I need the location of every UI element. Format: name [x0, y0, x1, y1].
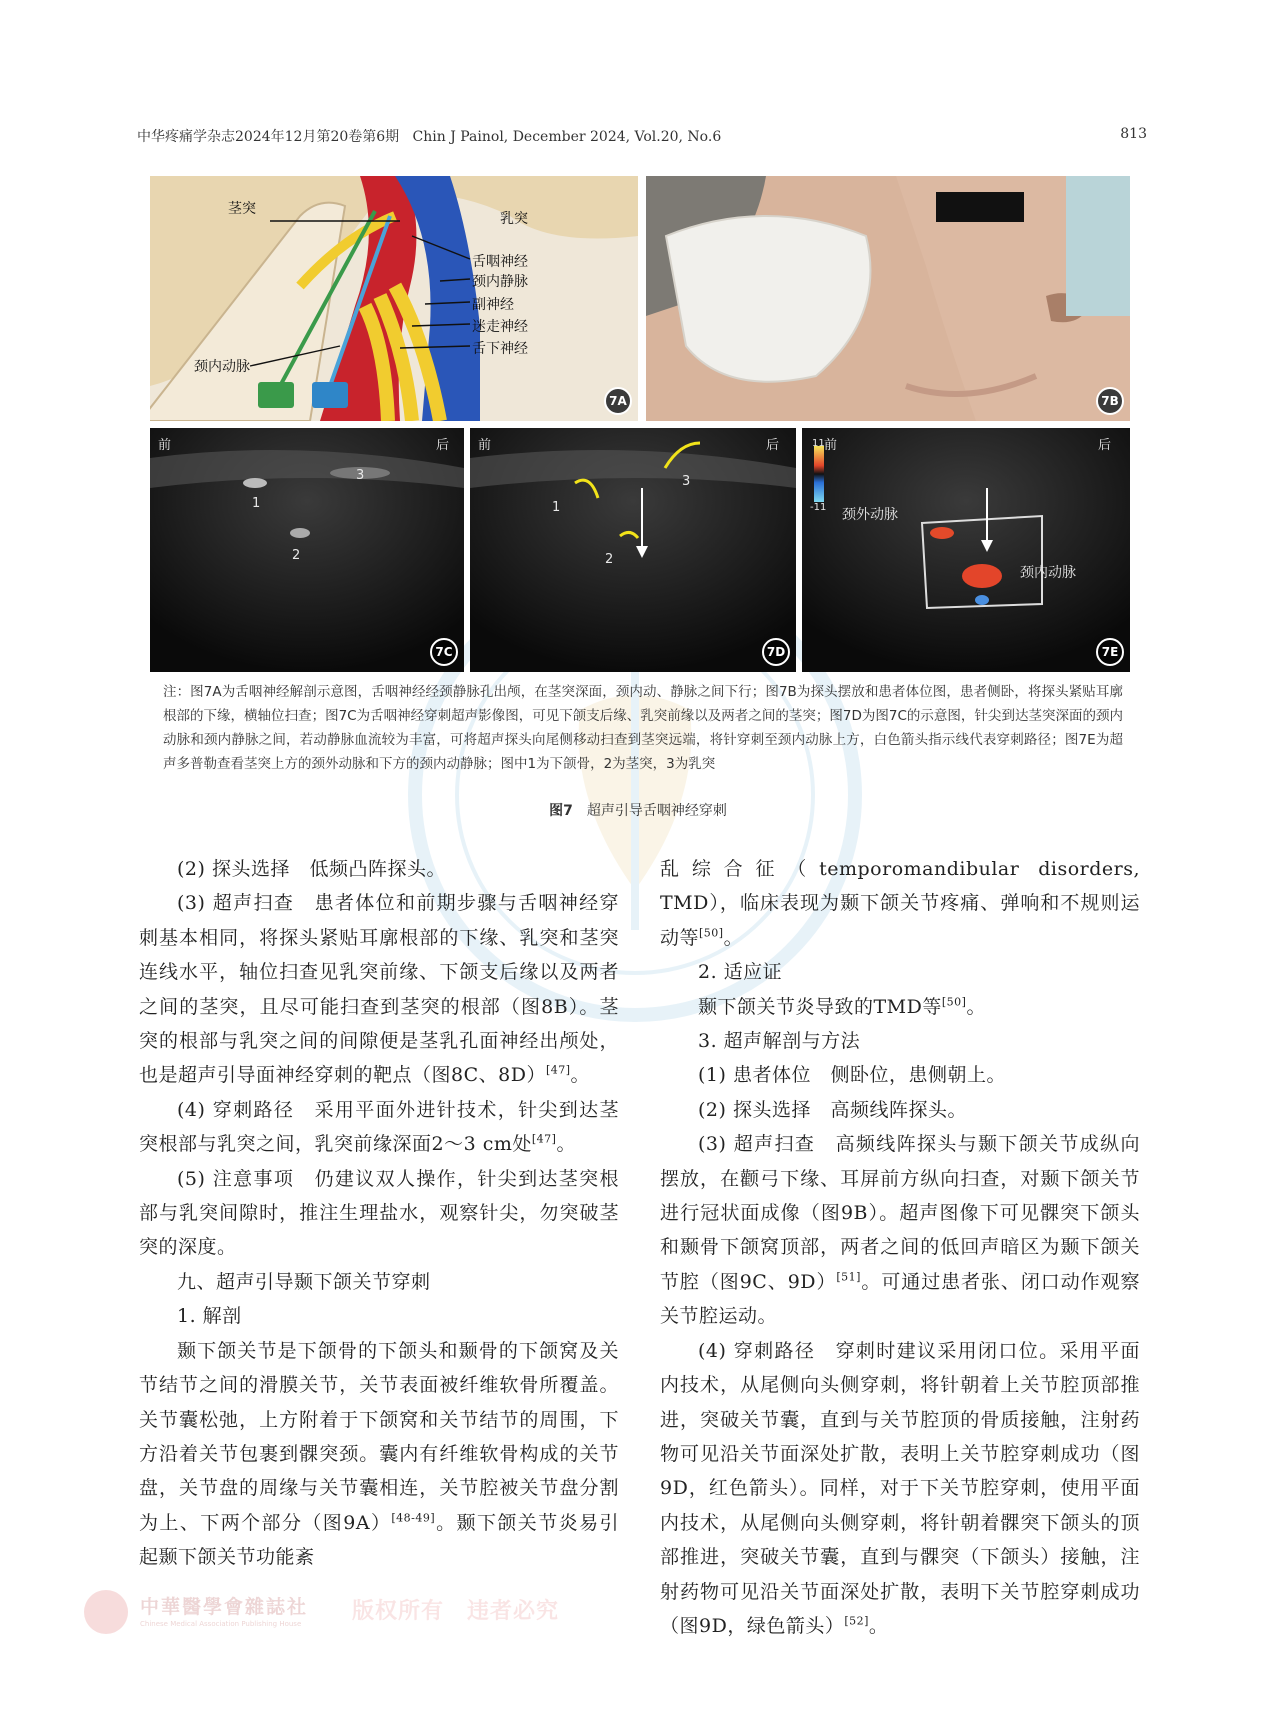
- label-anterior: 前: [478, 438, 492, 453]
- panel-label-7c: 7C: [430, 638, 458, 666]
- label-internal-carotid-artery: 颈内动脉: [194, 359, 250, 375]
- paragraph: (2) 探头选择 高频线阵探头。: [698, 1098, 967, 1121]
- label-3: 3: [356, 468, 365, 483]
- label-internal-jugular-vein: 颈内静脉: [472, 274, 528, 290]
- paragraph: (4) 穿刺路径 穿刺时建议采用闭口位。采用平面内技术，从尾侧向头侧穿刺，将针朝着上关节腔顶部推进，突破关节囊，直到与关节腔顶的骨质接触，注射药物可见沿关节面深处扩散，表明上关节腔穿刺成功（图9D，红色箭头）。同样，对于下关节腔穿刺，使用平面内技术，从尾侧向头侧穿刺，将针朝着髁突下颌头的顶部推进，突破关节囊，直到与髁突（下颌头）接触，注射药物可见沿关节面深处扩散，表明下关节腔穿刺成功（图9D，绿色箭头）[52]。: [660, 1339, 1140, 1637]
- scale-max: 11: [812, 438, 825, 449]
- panel-label-7a: 7A: [604, 387, 632, 415]
- publisher-seal-icon: [84, 1590, 128, 1634]
- section-heading: 九、超声引导颞下颌关节穿刺: [177, 1270, 431, 1293]
- panel-7d-ultrasound-schematic: [470, 428, 796, 672]
- patient-photo: [646, 176, 1130, 421]
- label-posterior: 后: [1098, 438, 1112, 453]
- label-posterior: 后: [766, 438, 780, 453]
- panel-label-7e: 7E: [1096, 638, 1124, 666]
- ultrasound-image: [150, 428, 464, 672]
- label-3: 3: [682, 474, 691, 489]
- column-left: [139, 852, 619, 1575]
- panel-7e-doppler: [802, 428, 1130, 672]
- figure-7: [150, 176, 1130, 672]
- label-1: 1: [552, 500, 561, 515]
- subsection-heading: 3. 超声解剖与方法: [698, 1030, 861, 1053]
- copyright-mark: 版权所有 违者必究: [352, 1598, 560, 1624]
- panel-label-7b: 7B: [1096, 387, 1124, 415]
- page-number: 813: [1120, 126, 1147, 142]
- label-accessory-nerve: 副神经: [472, 297, 514, 313]
- publisher-logo: [84, 1588, 564, 1638]
- label-hypoglossal-nerve: 舌下神经: [472, 341, 528, 357]
- figure-caption: [0, 800, 1276, 820]
- publisher-name-en: Chinese Medical Association Publishing House: [140, 1620, 302, 1628]
- label-1: 1: [252, 496, 261, 511]
- paragraph: (2) 探头选择 低频凸阵探头。: [177, 858, 446, 880]
- anatomy-illustration: [150, 176, 638, 421]
- label-vagus-nerve: 迷走神经: [472, 319, 528, 335]
- label-external-carotid: 颈外动脉: [842, 507, 898, 523]
- label-2: 2: [292, 548, 301, 563]
- paragraph: (1) 患者体位 侧卧位，患侧朝上。: [698, 1064, 1006, 1087]
- column-right: [660, 852, 1140, 1643]
- paragraph: (5) 注意事项 仍建议双人操作，针尖到达茎突根部与乳突间隙时，推注生理盐水，观察针尖，勿突破茎突的深度。: [139, 1167, 619, 1259]
- subsection-heading: 2. 适应证: [698, 961, 783, 984]
- panel-label-7d: 7D: [762, 638, 790, 666]
- paragraph: (4) 穿刺路径 采用平面外进针技术，针尖到达茎突根部与乳突之间，乳突前缘深面2～3 cm处[47]。: [139, 1098, 619, 1156]
- label-mastoid: 乳突: [500, 211, 528, 227]
- caption-title: 超声引导舌咽神经穿刺: [586, 803, 727, 819]
- label-styloid: 茎突: [228, 201, 256, 217]
- paragraph: 颞下颌关节炎导致的TMD等[50]。: [698, 995, 986, 1018]
- publisher-name: 中華醫學會雜誌社: [140, 1596, 309, 1618]
- paragraph: 颞下颌关节是下颌骨的下颌头和颞骨的下颌窝及关节结节之间的滑膜关节，关节表面被纤维软骨所覆盖。关节囊松弛，上方附着于下颌窝和关节结节的周围，下方沿着关节包裹到髁突颈。囊内有纤维软骨构成的关节盘，关节盘的周缘与关节囊相连，关节腔被关节盘分割为上、下两个部分（图9A）[48-49]。颞下颌关节炎易引起颞下颌关节功能紊: [139, 1339, 619, 1569]
- label-posterior: 后: [436, 438, 450, 453]
- label-glossopharyngeal-nerve: 舌咽神经: [472, 254, 528, 270]
- panel-7c-ultrasound: [150, 428, 464, 672]
- label-internal-carotid: 颈内动脉: [1020, 565, 1076, 581]
- label-2: 2: [605, 552, 614, 567]
- ultrasound-schematic: [470, 428, 796, 672]
- journal-info: 中华疼痛学杂志2024年12月第20卷第6期 Chin J Painol, December 2024, Vol.20, No.6: [137, 129, 722, 145]
- scale-min: -11: [810, 502, 827, 513]
- subsection-heading: 1. 解剖: [177, 1305, 242, 1328]
- label-anterior: 前: [824, 438, 838, 453]
- caption-number: 图7: [549, 803, 573, 819]
- figure-note: 注：图7A为舌咽神经解剖示意图，舌咽神经经颈静脉孔出颅，在茎突深面，颈内动、静脉之间下行；图7B为探头摆放和患者体位图，患者侧卧，将探头紧贴耳廓根部的下缘，横轴位扫查；图7C为舌咽神经穿刺超声影像图，可见下颌支后缘、乳突前缘以及两者之间的茎突；图7D为图7C的示意图，针尖到达茎突深面的颈内动脉和颈内静脉之间，若动静脉血流较为丰富，可将超声探头向尾侧移动扫查到茎突远端，将针穿刺至颈内动脉上方，白色箭头指示线代表穿刺路径；图7E为超声多普勒查看茎突上方的颈外动脉和下方的颈内动静脉；图中1为下颌骨，2为茎突，3为乳突: [163, 684, 1123, 772]
- paragraph: (3) 超声扫查 患者体位和前期步骤与舌咽神经穿刺基本相同，将探头紧贴耳廓根部的下缘、乳突和茎突连线水平，轴位扫查见乳突前缘、下颌支后缘以及两者之间的茎突，且尽可能扫查到茎突的根部（图8B）。茎突的根部与乳突之间的间隙便是茎乳孔面神经出颅处，也是超声引导面神经穿刺的靶点（图8C、8D）[47]。: [139, 892, 619, 1087]
- paragraph: (3) 超声扫查 高频线阵探头与颞下颌关节成纵向摆放，在颧弓下缘、耳屏前方纵向扫查，对颞下颌关节进行冠状面成像（图9B）。超声图像下可见髁突下颌头和颞骨下颌窝顶部，两者之间的低回声暗区为颞下颌关节腔（图9C、9D）[51]。可通过患者张、闭口动作观察关节腔运动。: [660, 1133, 1140, 1328]
- label-anterior: 前: [158, 438, 172, 453]
- panel-7b-photo: [646, 176, 1130, 421]
- panel-7a-anatomy-diagram: [150, 176, 638, 421]
- doppler-image: [802, 428, 1130, 672]
- paragraph: 乱综合征（temporomandibular disorders, TMD），临床表现为颞下颌关节疼痛、弹响和不规则运动等[50]。: [660, 858, 1140, 949]
